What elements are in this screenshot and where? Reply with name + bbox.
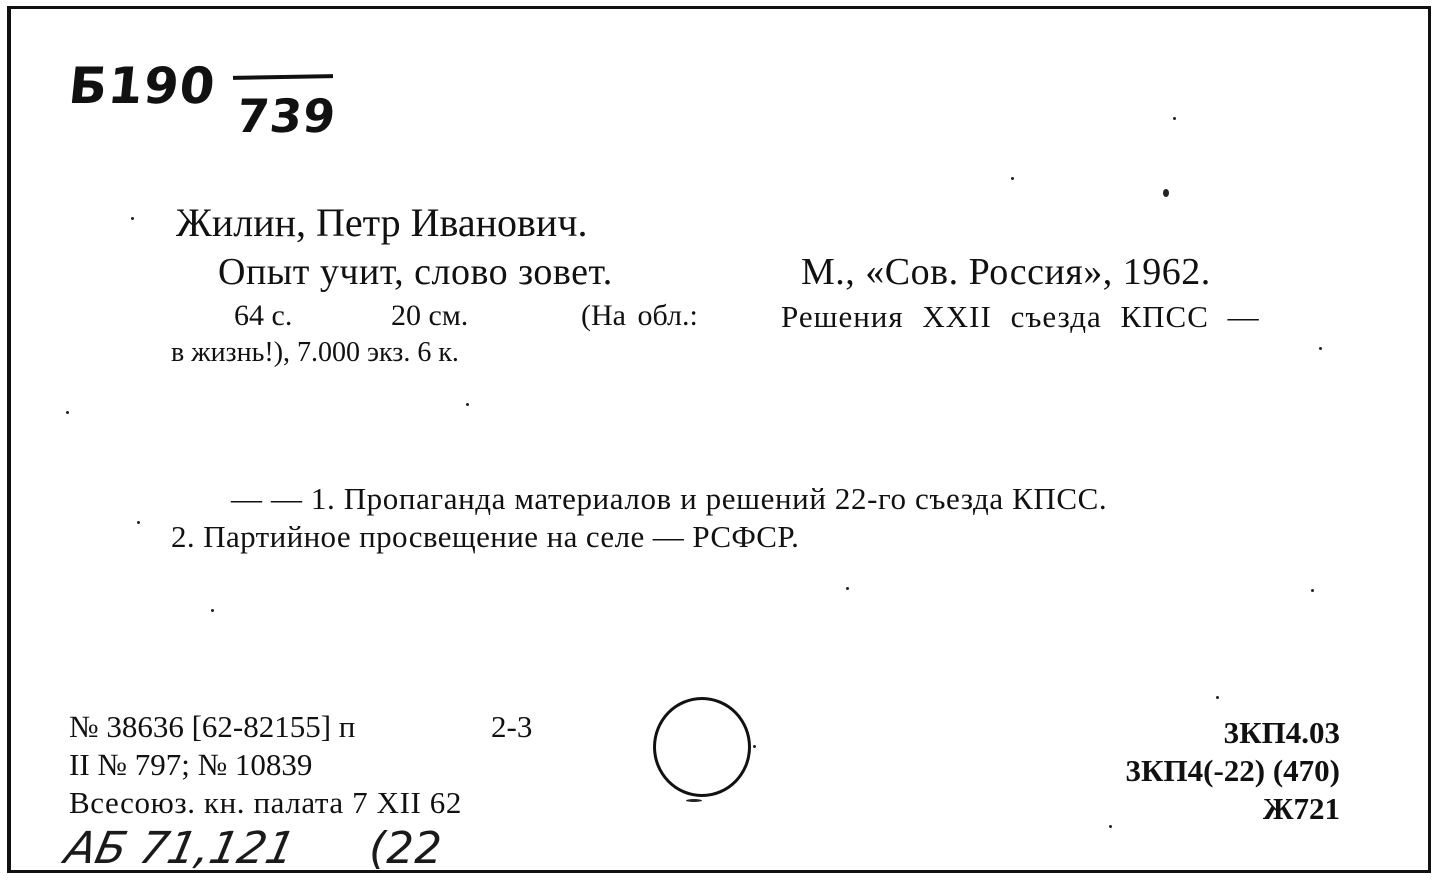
- scan-speck: [846, 587, 849, 590]
- handwritten-note-tail: (22: [369, 823, 443, 874]
- shelfmark-number: 739: [234, 89, 339, 143]
- scan-speck: [1319, 347, 1322, 350]
- classification-index-2: 3КП4(-22) (470): [1125, 753, 1340, 788]
- book-title: Опыт учит, слово зовет.: [218, 251, 613, 293]
- scan-speck: [137, 521, 140, 524]
- scan-speck: [131, 217, 134, 220]
- circle-stamp-mark: [653, 697, 751, 797]
- registration-suffix: 2-3: [491, 709, 533, 744]
- catalog-card: [7, 6, 1431, 873]
- scan-speck: [1216, 696, 1219, 699]
- scan-speck: [466, 403, 469, 406]
- scan-speck: [211, 609, 214, 612]
- cover-note-text: Решения XXII съезда КПСС —: [781, 299, 1260, 334]
- registration-number: № 38636 [62-82155] п: [69, 709, 356, 744]
- chamber-date: Всесоюз. кн. палата 7 XII 62: [69, 785, 462, 820]
- scan-speck: [1109, 825, 1112, 828]
- publication-imprint: М., «Сов. Россия», 1962.: [801, 251, 1211, 293]
- book-size: 20 см.: [391, 299, 469, 332]
- subject-heading-2: 2. Партийное просвещение на селе — РСФСР.: [171, 519, 800, 554]
- cover-note-continuation: в жизнь!), 7.000 экз. 6 к.: [171, 337, 459, 368]
- scan-speck: [1311, 589, 1314, 592]
- scan-speck: [1011, 177, 1014, 180]
- scan-speck: [1163, 189, 1169, 197]
- scan-speck: [1173, 117, 1176, 120]
- cover-note-label: (На обл.:: [581, 299, 698, 332]
- scan-speck: [686, 799, 702, 802]
- page-count: 64 с.: [234, 299, 293, 332]
- author-mark: Ж721: [1262, 791, 1340, 826]
- handwritten-note: АБ 71,121: [60, 823, 300, 874]
- shelfmark-main: Б190: [65, 57, 219, 115]
- author-heading: Жилин, Петр Иванович.: [176, 200, 588, 245]
- scan-speck: [753, 745, 756, 748]
- subject-heading-1: — — 1. Пропаганда материалов и решений 22-го съезда КПСС.: [231, 481, 1108, 516]
- shelfmark-fraction-rule: [233, 74, 333, 80]
- classification-index-1: 3КП4.03: [1223, 715, 1340, 750]
- series-numbers: II № 797; № 10839: [69, 747, 313, 782]
- scan-speck: [66, 411, 69, 414]
